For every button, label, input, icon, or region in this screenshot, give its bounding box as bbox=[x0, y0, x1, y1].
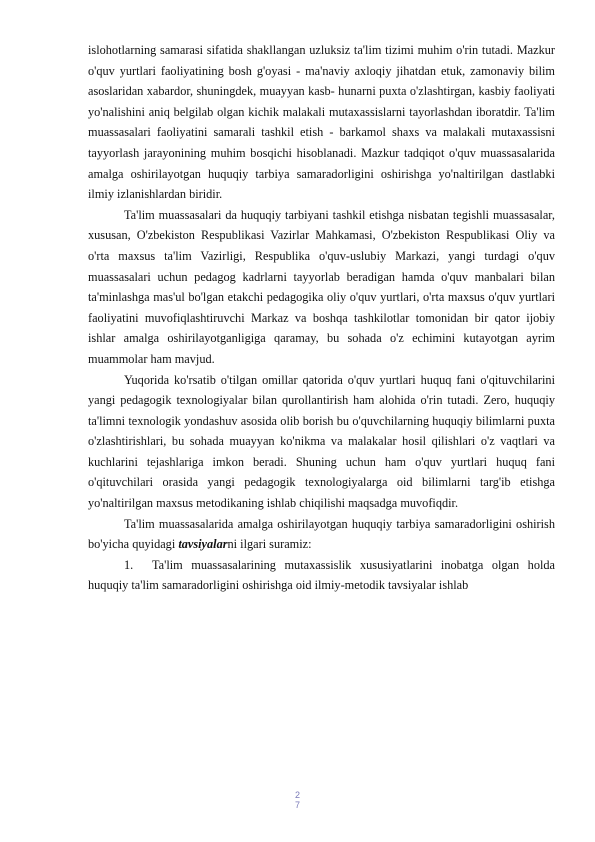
paragraph-1: islohotlarning samarasi sifatida shakllangan uzluksiz ta'lim tizimi muhim o'rin tutadi. Mazkur o'quv yurtlari faoliyatining bosh g'oyasi - ma'naviy axloqiy jihatdan etuk, zamonaviy bilim asoslaridan xabardor, shuningdek, muayyan kasb- hunarni puxta o'zlashtirgan, kasbiy faoliyati yo'nalishini aniq belgilab olgan kichik malakali mutaxassislarni tayorlashdan iboratdir. Ta'lim muassasalari faoliyatini samarali tashkil etish - barkamol shaxs va malakali mutaxassisni tayyorlash jarayonining muhim bosqichi hisoblanadi. Mazkur tadqiqot o'quv muassasalarida amalga oshirilayotgan huquqiy tarbiya samaradorligini oshirishga yo'naltirilgan dastlabki ilmiy izlanishlardan biridir. bbox=[88, 43, 555, 202]
page-number bbox=[0, 790, 595, 810]
page-number-digit-1: 2 bbox=[294, 790, 300, 800]
paragraph-4-tail: ni ilgari suramiz: bbox=[227, 537, 312, 552]
paragraph-4 bbox=[88, 514, 555, 555]
list-item-number: 1. bbox=[124, 557, 134, 572]
paragraph-4-text: Ta'lim muassasalarida amalga oshirilayotgan huquqiy tarbiya samaradorligini oshirish bo'yicha quyidagi bbox=[88, 516, 555, 552]
page-number-digit-2: 7 bbox=[294, 800, 300, 810]
paragraph-3: Yuqorida ko'rsatib o'tilgan omillar qatorida o'quv yurtlari huquq fani o'qituvchilarini yangi pedagogik texnologiyalar bilan qurollantirish ham alohida o'rin tutadi. Zero, huquqiy ta'limni texnologik yondashuv asosida olib borish bu o'quvchilarning huquqiy bilimlarni puxta o'zlashtirishlari, bu sohada muayyan ko'nikma va malakalar hosil qilishlari o'z vaqtlari va kuchlarini tejashlariga imkon beradi. Shuning uchun ham o'quv yurtlari huquq fani o'qituvchilari orasida yangi pedagogik texnologiyalarga oid bilimlarni targ'ib etishga yo'naltirilgan maxsus metodikaning ishlab chiqilishi maqsadga muvofiqdir. bbox=[88, 372, 555, 511]
paragraph-2: Ta'lim muassasalari da huquqiy tarbiyani tashkil etishga nisbatan tegishli muassasalar, xususan, O'zbekiston Respublikasi Vazirlar Mahkamasi, O'zbekiston Respublikasi Oliy va o'rta maxsus ta'lim Vazirligi, Respublika o'quv-uslubiy Markazi, yangi turdagi o'quv muassasalari uchun pedagog kadrlarni tayyorlab beradigan hamda o'quv manbalari bilan ta'minlashga mas'ul bo'lgan etakchi pedagogika oliy o'quv yurtlari, o'rta maxsus o'quv yurtlari faoliyatini muvofiqlashtiruvchi Markaz va boshqa tashkilotlar tomonidan bir qator ijobiy ishlar amalga oshirilayotganligiga qaramay, bu sohada o'z echimini kutayotgan ayrim muammolar ham mavjud. bbox=[88, 207, 555, 366]
list-item bbox=[88, 555, 555, 596]
list-item-text: Ta'lim muassasalarining mutaxassislik xususiyatlarini inobatga olgan holda huquqiy ta'lim samaradorligini oshirishga oid ilmiy-metodik tavsiyalar ishlab bbox=[88, 557, 555, 593]
document-body bbox=[88, 40, 555, 596]
emphasized-word: tavsiyalar bbox=[178, 537, 228, 552]
